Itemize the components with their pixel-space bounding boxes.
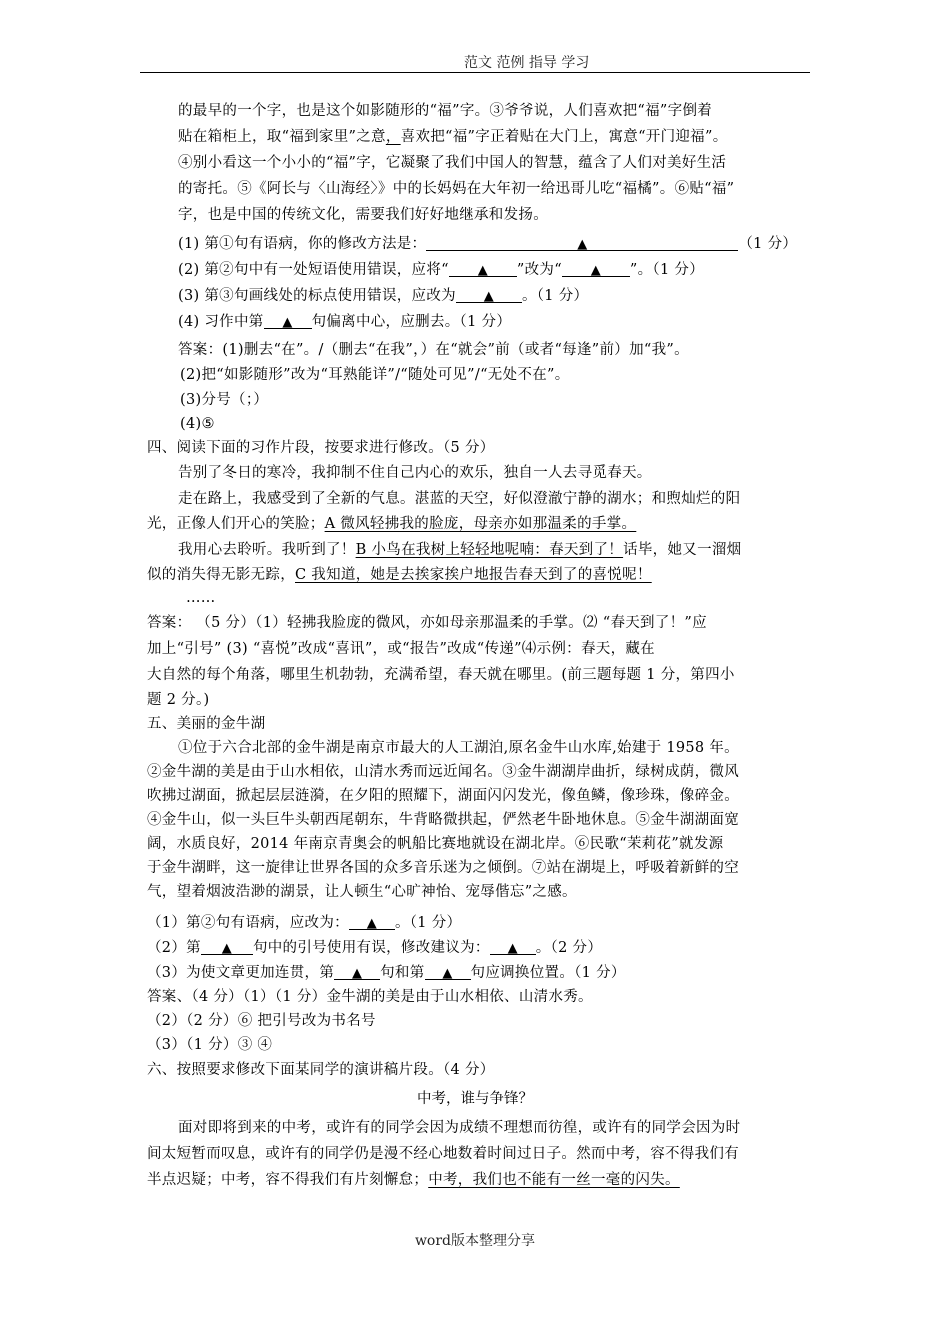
question-2: (2) 第②句中有一处短语使用错误，应将“ ▲ ”改为“ ▲ ”。（1 分） bbox=[178, 262, 705, 278]
text-line: 吹拂过湖面，掀起层层涟漪，在夕阳的照耀下，湖面闪闪发光，像鱼鳞，像珍珠，像碎金。 bbox=[147, 788, 739, 804]
page-header bbox=[140, 52, 810, 73]
text-line: 的最早的一个字，也是这个如影随形的“福”字。③爷爷说，人们喜欢把“福”字倒着 bbox=[178, 103, 713, 119]
question-4: (4) 习作中第 ▲ 句偏离中心，应删去。（1 分） bbox=[178, 314, 512, 330]
underlined-sentence-c: C 我知道，她是去挨家挨户地报告春天到了的喜悦呢！ bbox=[295, 567, 652, 583]
answer-line: 答案、（4 分）（1）（1 分）金牛湖的美是由于山水相依、山清水秀。 bbox=[147, 989, 593, 1005]
text-line: 的寄托。⑤《阿长与〈山海经〉》中的长妈妈在大年初一给迅哥儿吃“福橘”。⑥贴“福” bbox=[178, 181, 735, 197]
section-heading: 五、美丽的金牛湖 bbox=[147, 716, 266, 732]
answer-line: 大自然的每个角落，哪里生机勃勃，充满希望，春天就在哪里。(前三题每题 1 分，第四小 bbox=[147, 667, 735, 683]
text-line: 走在路上，我感受到了全新的气息。湛蓝的天空，好似澄澈宁静的湖水；和煦灿烂的阳 bbox=[178, 491, 741, 507]
speech-title: 中考，谁与争锋？ bbox=[417, 1091, 533, 1107]
text-line: 告别了冬日的寒冷，我抑制不住自己内心的欢乐，独自一人去寻觅春天。 bbox=[178, 465, 652, 481]
answer-blank: ▲ bbox=[426, 234, 738, 251]
section-heading: 六、按照要求修改下面某同学的演讲稿片段。（4 分） bbox=[147, 1062, 495, 1078]
answer-blank: ▲ bbox=[456, 286, 522, 303]
answer-blank: ▲ bbox=[201, 938, 253, 955]
question-5-1: （1）第②句有语病，应改为： ▲ 。（1 分） bbox=[147, 915, 462, 931]
text-line: 于金牛湖畔，这一旋律让世界各国的众多音乐迷为之倾倒。⑦站在湖堤上，呼吸着新鲜的空 bbox=[147, 860, 739, 876]
text-line: 似的消失得无影无踪，C 我知道，她是去挨家挨户地报告春天到了的喜悦呢！ bbox=[147, 567, 652, 583]
question-5-3: （3）为使文章更加连贯，第 ▲ 句和第 ▲ 句应调换位置。（1 分） bbox=[147, 965, 626, 981]
text-line: 光，正像人们开心的笑脸；A 微风轻拂我的脸庞，母亲亦如那温柔的手掌。 bbox=[147, 516, 637, 532]
answer-blank: ▲ bbox=[334, 963, 380, 980]
section-heading: 四、阅读下面的习作片段，按要求进行修改。（5 分） bbox=[147, 440, 495, 456]
answer-line: (4)⑤ bbox=[180, 416, 215, 432]
answer-line: 题 2 分。) bbox=[147, 692, 210, 708]
text-line: 阔，水质良好，2014 年南京青奥会的帆船比赛地就设在湖北岸。⑥民歌“茉莉花”就发源 bbox=[147, 836, 724, 852]
answer-blank: ▲ bbox=[449, 260, 517, 277]
text-line: 贴在箱柜上，取“福到家里”之意，喜欢把“福”字正着贴在大门上，寓意“开门迎福”。 bbox=[178, 129, 728, 145]
text-line: 半点迟疑；中考，容不得我们有片刻懈怠；中考，我们也不能有一丝一毫的闪失。 bbox=[147, 1172, 680, 1188]
text-line: ①位于六合北部的金牛湖是南京市最大的人工湖泊,原名金牛山水库,始建于 1958 年。 bbox=[178, 740, 739, 756]
answer-blank: ▲ bbox=[425, 963, 471, 980]
header-text: 范文 范例 指导 学习 bbox=[464, 55, 590, 71]
answer-line: （2）（2 分）⑥ 把引号改为书名号 bbox=[147, 1013, 376, 1029]
underlined-sentence: 中考，我们也不能有一丝一毫的闪失。 bbox=[428, 1172, 680, 1188]
text-line: 间太短暂而叹息，或许有的同学仍是漫不经心地数着时间过日子。然而中考，容不得我们有 bbox=[147, 1146, 739, 1162]
question-5-2: （2）第 ▲ 句中的引号使用有误，修改建议为： ▲ 。（2 分） bbox=[147, 940, 603, 956]
text-line: 我用心去聆听。我听到了！B 小鸟在我树上轻轻地呢喃：春天到了！话毕，她又一溜烟 bbox=[178, 542, 742, 558]
underlined-sentence-a: A 微风轻拂我的脸庞，母亲亦如那温柔的手掌。 bbox=[324, 516, 637, 532]
answer-blank: ▲ bbox=[349, 913, 395, 930]
answer-blank: ▲ bbox=[264, 312, 312, 329]
answer-line: (3)分号（；） bbox=[180, 392, 269, 408]
text-line: 字，也是中国的传统文化，需要我们好好地继承和发扬。 bbox=[178, 207, 548, 223]
text-line: ④金牛山，似一头巨牛头朝西尾朝东，牛背略微拱起，俨然老牛卧地休息。⑤金牛湖湖面宽 bbox=[147, 812, 739, 828]
ellipsis: …… bbox=[186, 590, 216, 606]
text-line: ②金牛湖的美是由于山水相依，山清水秀而远近闻名。③金牛湖湖岸曲折，绿树成荫，微风 bbox=[147, 764, 739, 780]
text-line: 面对即将到来的中考，或许有的同学会因为成绩不理想而彷徨，或许有的同学会因为时 bbox=[178, 1120, 741, 1136]
question-3: (3) 第③句画线处的标点使用错误，应改为 ▲ 。（1 分） bbox=[178, 288, 589, 304]
question-1: (1) 第①句有语病，你的修改方法是： ▲ （1 分） bbox=[178, 236, 798, 252]
answer-blank: ▲ bbox=[490, 938, 536, 955]
underlined-sentence-b: B 小鸟在我树上轻轻地呢喃：春天到了！ bbox=[355, 542, 624, 558]
answer-blank: ▲ bbox=[562, 260, 630, 277]
underlined-punctuation: ， bbox=[385, 129, 401, 145]
text-line: ④别小看这一个小小的“福”字，它凝聚了我们中国人的智慧，蕴含了人们对美好生活 bbox=[178, 155, 727, 171]
answer-line: 答案： （5 分）（1）轻拂我脸庞的微风，亦如母亲那温柔的手掌。⑵ “春天到了！”应 bbox=[147, 615, 707, 631]
answer-line: 加上“引号” (3) “喜悦”改成“喜讯”，或“报告”改成“传递”⑷示例：春天，藏在 bbox=[147, 641, 655, 657]
page-footer: word版本整理分享 bbox=[414, 1233, 536, 1249]
text-line: 气，望着烟波浩渺的湖景，让人顿生“心旷神怡、宠辱偕忘”之感。 bbox=[147, 884, 577, 900]
answer-line: （3）（1 分）③ ④ bbox=[147, 1037, 273, 1053]
answer-line: 答案：(1)删去“在”。/（删去“在我”，）在“就会”前（或者“每逢”前）加“我”。 bbox=[178, 342, 689, 358]
answer-line: (2)把“如影随形”改为“耳熟能详”/“随处可见”/“无处不在”。 bbox=[180, 367, 570, 383]
